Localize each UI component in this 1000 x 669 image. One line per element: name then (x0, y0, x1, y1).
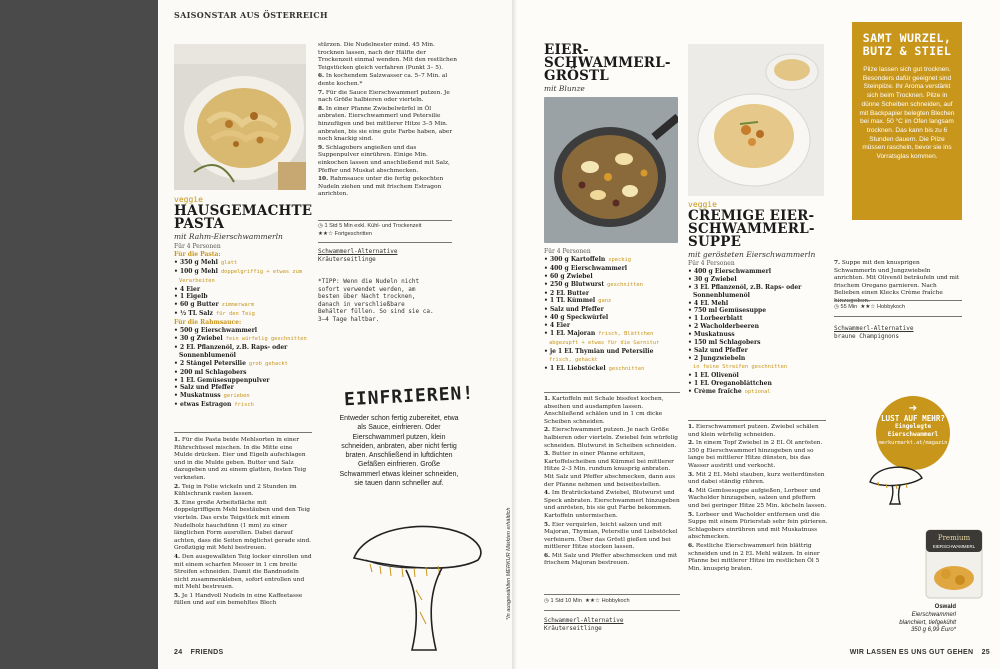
ingredient-item: • 2 Wacholderbeeren (688, 323, 759, 331)
ingredient-note: in feine Streifen geschnitten (693, 363, 788, 370)
ingredient-amount: ½ TL Salz (179, 310, 213, 318)
product-info (856, 604, 956, 635)
ingredient-amount: 4 EL Mehl (693, 299, 729, 307)
ingredient-amount: 1 EL Olivenöl (693, 371, 739, 379)
product-name: Eierschwammerl (911, 611, 956, 618)
recipe-subtitle-groestl: mit Blunze (544, 84, 585, 93)
alt-value: braune Champignons (834, 332, 900, 340)
step: 4. Mit Gemüsesuppe aufgießen, Lorbeer und Wacholder hinzugeben, salzen und pfeffern und bei geringer Hitze 25 Min. köcheln lassen. (688, 487, 827, 509)
recipe-title-pasta: HAUSGEMACHTE PASTA (174, 203, 313, 232)
alternative-groestl (544, 617, 674, 632)
difficulty-stars-icon: ★★☆ (860, 304, 876, 310)
tip-box-text: Pilze lassen sich gut trocknen. Besonders dafür geeignet sind Steinpilze. Ihr Aroma verstärkt sich beim Trocknen. Pilze in dünne Scheiben schneiden, auf mit Backpapier belegten Blechen bei max. 50 °C im Ofen langsam trocknen. Das kann bis zu 6 Stunden dauern. Die Pilze müssen rascheln, bevor sie ins Vorratsglas kommen. (859, 66, 955, 161)
ingredient-note: frisch (234, 402, 254, 409)
ingredients-soup (688, 260, 828, 396)
difficulty: Hobbykoch (876, 304, 905, 310)
ingredient-amount: 30 g Zwiebel (179, 334, 223, 342)
divider (544, 594, 680, 595)
ingredient-item: • 750 ml Gemüsesuppe (688, 307, 767, 315)
ingredient-amount: 3 EL Pflanzenöl, z.B. Raps- oder (693, 283, 802, 291)
badge-url: merkurmarkt.at/magazin (878, 440, 948, 446)
ingredient-note: grob gehackt (248, 360, 288, 367)
ingredient-amount: 60 g Butter (179, 301, 219, 309)
step: 10. Rahmsauce unter die fertig gekochten Nudeln ziehen und mit frischem Estragon anrichten. (318, 176, 444, 198)
ingredient-item: • 3 EL Pflanzenöl, z.B. Raps- oder (688, 283, 802, 291)
ingredient-item: • 2 Jungzwiebeln (688, 354, 746, 362)
ingredient-note: abgezupft + etwas für die Garnitur (549, 339, 660, 346)
steps-pasta-part1 (174, 437, 312, 609)
ingredient-amount: Salz und Pfeffer (549, 306, 604, 314)
product-price: 350 g 6,99 Euro* (910, 627, 956, 634)
ingredient-item: • 30 g Zwiebel (688, 275, 737, 283)
recipe-title-groestl: EIER- SCHWAMMERL- GRÖSTL (544, 42, 671, 84)
ingredient-amount: je 1 EL Thymian und Petersilie (549, 347, 654, 355)
step: 3. Eine große Arbeitsfläche mit doppelgriffigem Mehl bestäuben und den Teig vierteln. Das erste Teigstück mit einem Nudelholz hauchdünn (1 mm) zu einer länglichen Form ausrollen. Dabei darauf achten, dass die Seiten möglichst gerade sind. Großzügig mit Mehl bestreuen. (174, 499, 312, 552)
divider (834, 300, 962, 301)
ingredient-item: • 300 g Kartoffeln speckig (544, 255, 631, 263)
ingredient-item: • 500 g Eierschwammerl (174, 327, 258, 335)
ingredient-note: frisch, Blättchen (598, 331, 654, 338)
step: 9. Schlagobers angießen und das Suppenpulver einrühren. Einige Min. einkochen lassen und anschließend mit Salz, Pfeffer und Muskat abschmecken. (318, 144, 450, 174)
section-title: SAISONSTAR AUS ÖSTERREICH (174, 10, 328, 20)
serves: Für 4 Personen (174, 243, 221, 250)
ingredient-item: • 60 g Zwiebel (544, 272, 593, 280)
prep-time: 1 Std 10 Min (550, 598, 582, 604)
ingredient-item (174, 352, 314, 360)
page-number: 25 (981, 649, 990, 656)
divider (174, 432, 312, 433)
recipe-subtitle-soup: mit gerösteten Eierschwammerln (688, 250, 816, 259)
ingredient-item: • ½ TL Salz für den Teig (174, 310, 255, 318)
alt-value: Kräuterseitlinge (318, 255, 376, 263)
prep-time: 1 Std 5 Min exkl. Kühl- und Trockenzeit (324, 223, 422, 229)
ingredient-item: • 1 EL Majoran frisch, Blättchen (544, 330, 654, 338)
ingredient-amount: 750 ml Gemüsesuppe (693, 307, 767, 315)
serves: Für 4 Personen (688, 260, 735, 267)
ingredients-groestl (544, 248, 682, 374)
ingredient-item: • 1 Lorbeerblatt (688, 315, 743, 323)
ingredient-item: • 1 EL Olivenöl (688, 371, 739, 379)
step: 2. Eierschwammerl putzen. Je nach Größe halbieren oder vierteln. Zwiebel fein würfelig schneiden. Blutwurst in Scheiben schneiden. (544, 427, 679, 449)
ingredient-item: • je 1 EL Thymian und Petersilie (544, 347, 654, 355)
ingredient-item: • 1 EL Oreganoblättchen (688, 379, 772, 387)
ingredient-amount: 400 g Eierschwammerl (549, 264, 628, 272)
step: 1. Eierschwammerl putzen. Zwiebel schälen und klein würfelig schneiden. (688, 424, 819, 438)
ingredient-item (688, 292, 828, 300)
ingredient-amount: Crème fraîche (693, 387, 742, 395)
ingredient-amount: 2 Stängel Petersilie (179, 359, 246, 367)
recipe-meta-soup (834, 303, 905, 311)
clock-icon: ◷ (318, 223, 323, 229)
ingredient-item (688, 363, 828, 372)
soup-photo (688, 44, 824, 196)
steps-pasta-part2 (318, 42, 458, 200)
ingredient-amount: 100 g Mehl (179, 267, 218, 275)
ingredient-amount: Muskatnuss (179, 392, 221, 400)
ingredient-amount: 40 g Speckwürfel (549, 314, 609, 322)
freeze-heading: EINFRIEREN! (343, 382, 475, 411)
ingredient-item: • 200 ml Schlagobers (174, 368, 247, 376)
ingredient-item: • 2 EL Pflanzenöl, z.B. Raps- oder (174, 343, 288, 351)
step: 6. Restliche Eierschwammerl fein blättrig schneiden und in 2 EL Mehl wälzen. In einer Pfanne bei mittlerer Hitze im restlichen Öl 5 Min. knusprig braten. (688, 542, 820, 572)
photo-credit-note: *In ausgewählten MERKUR Märkten erhältlich (506, 507, 512, 620)
veggie-tag: veggie (688, 200, 717, 209)
step: 6. Mit Salz und Pfeffer abschmecken und mit frischem Majoran bestreuen. (544, 552, 678, 567)
clock-icon: ◷ (544, 598, 549, 604)
ingredient-amount: Salz und Pfeffer (179, 384, 234, 392)
ingredients-subheader: Für die Rahmsauce: (174, 319, 242, 327)
ingredient-item: • Muskatnuss gerieben (174, 392, 250, 400)
mushroom-illustration (866, 460, 926, 506)
spine-shadow (512, 0, 520, 669)
divider (688, 420, 826, 421)
veggie-tag: veggie (174, 195, 203, 204)
badge-heading: LUST AUF MEHR? (880, 414, 945, 423)
step: 1. Für die Pasta beide Mehlsorten in einer Rührschüssel mischen. In die Mitte eine Mulde drücken. Eier und Eigelb aufschlagen und in die Mulde geben. Butter und Salz dazugeben und zu einem glatten, festen Teig verkneten. (174, 437, 307, 481)
step: 1. Kartoffeln mit Schale bissfest kochen, abseihen und ausdampfen lassen. Anschließend schälen und in 1 cm dicke Scheiben schneiden. (544, 396, 664, 425)
ingredient-item: • 4 EL Mehl (688, 299, 729, 307)
step: 3. Butter in einer Pfanne erhitzen, Kartoffelscheiben und Kümmel bei mittlerer Hitze 2–3 Min. rundum knusprig anbraten. Mit Salz und Pfeffer abschmecken, dann aus der Pfanne nehmen und beiseitestellen. (544, 451, 676, 488)
divider (544, 392, 680, 393)
ingredient-item: • 2 EL Butter (544, 289, 590, 297)
alternative-soup (834, 325, 962, 340)
step: 4. Den ausgewalkten Teig locker einrollen und mit einem scharfen Messer in 1 cm breite Streifen schneiden. Damit die Bandnudeln nicht zusammenkleben, sofort entrollen und mit Mehl bestreuen. (174, 553, 312, 591)
ingredient-amount: 350 g Mehl (179, 258, 218, 266)
freeze-text: Entweder schon fertig zubereitet, etwa als Sauce, einfrieren. Oder Eierschwammerl putzen, klein schneiden, anbraten, aber nicht fertig braten. Anschließend in luftdichten Gefäßen einfrieren. Große Schwammerl etwas kleiner schneiden, sie tauen dann schneller auf. (339, 415, 459, 488)
ingredient-amount: 1 Lorbeerblatt (693, 315, 743, 323)
ingredient-note: ganz (598, 298, 612, 305)
ingredient-note: speckig (608, 256, 631, 263)
ingredients-subheader: Für die Pasta: (174, 250, 221, 258)
ingredient-note: gerieben (223, 393, 250, 400)
ingredient-item: • 1 EL Gemüsesuppenpulver (174, 376, 270, 384)
difficulty-stars-icon: ★★☆ (318, 231, 334, 237)
ingredient-note: doppelgriffig + etwas zum (220, 268, 303, 275)
difficulty-stars-icon: ★★☆ (584, 598, 601, 604)
ingredient-amount: 2 EL Butter (549, 289, 590, 297)
ingredient-amount: 30 g Zwiebel (693, 275, 737, 283)
step: 5. Je 1 Handvoll Nudeln in eine Kaffeetasse füllen und auf ein bemehltes Blech (174, 592, 303, 607)
ingredient-amount: 1 Eigelb (179, 293, 208, 301)
ingredient-amount: 2 EL Pflanzenöl, z.B. Raps- oder (179, 343, 288, 351)
product-pack (924, 528, 984, 600)
ingredient-item: • 4 Eier (174, 285, 201, 293)
step: 2. In einem Topf Zwiebel in 2 EL Öl anrösten. 350 g Eierschwammerl hinzugeben und so lange bei mittlerer Hitze dünsten, bis das Wasser austritt und verkocht. (688, 440, 823, 469)
divider (544, 610, 680, 611)
step: 7. Für die Sauce Eierschwammerl putzen. Je nach Größe halbieren oder vierteln. (318, 89, 450, 104)
step: 5. Lorbeer und Wacholder entfernen und die Suppe mit einem Pürierstab sehr fein pürieren. Schlagobers einrühren und mit Muskatnuss abschmecken. (688, 511, 828, 541)
ingredient-amount: Sonnenblumenöl (693, 291, 750, 299)
ingredient-item: • 100 g Mehl doppelgriffig + etwas zum (174, 267, 303, 275)
step: 2. Teig in Folie wickeln und 2 Stunden im Kühlschrank rasten lassen. (174, 483, 297, 498)
recipe-meta-pasta (318, 222, 458, 238)
divider (318, 220, 452, 221)
ingredient-note: für den Teig (215, 311, 255, 318)
ingredient-item: • Salz und Pfeffer (174, 384, 234, 392)
step: 7. Suppe mit den knusprigen Schwammerln und Jungzwiebeln anrichten. Mit Olivenöl beträufeln und mit frischem Oregano garnieren. Nach Belieben einen Klecks Crème fraîche hinzugeben. (834, 260, 960, 304)
product-brand: Oswald (934, 604, 956, 610)
page-footer-left (174, 649, 223, 656)
page-footer-right (816, 649, 990, 656)
alt-label: Schwammerl-Alternative (544, 617, 624, 624)
ingredient-amount: 1 EL Oreganoblättchen (693, 379, 772, 387)
difficulty: Fortgeschritten (334, 231, 372, 237)
ingredient-item: • Crème fraîche optional (688, 387, 771, 395)
ingredient-amount: 4 Eier (549, 322, 571, 330)
page-footer-label: WIR LASSEN ES UNS GUT GEHEN (849, 649, 974, 656)
alt-label: Schwammerl-Alternative (834, 325, 914, 332)
divider (834, 316, 962, 317)
divider (318, 242, 452, 243)
ingredient-item: • 30 g Zwiebel fein würfelig geschnitten (174, 334, 307, 342)
ingredient-note: frisch, gehackt (549, 356, 598, 363)
step: 6. In kochendem Salzwasser ca. 5–7 Min. al dente kochen.* (318, 73, 448, 87)
arrow-right-icon: ➔ (908, 403, 918, 414)
ingredient-amount: 150 ml Schlagobers (693, 339, 761, 347)
svg-text:Premium: Premium (937, 534, 971, 542)
ingredient-note: fein würfelig geschnitten (225, 335, 307, 342)
ingredient-item: • 400 g Eierschwammerl (688, 267, 772, 275)
ingredient-item (174, 277, 314, 286)
ingredient-amount: 200 ml Schlagobers (179, 368, 247, 376)
steps-soup (688, 424, 828, 574)
serves: Für 4 Personen (544, 248, 591, 255)
step-continuation: stürzen. Die Nudelnester mind. 45 Min. trocknen lassen, nach der Hälfte der Trockenzeit einmal wenden. Mit den restlichen Teigstücken gleich verfahren (Punkt 3– 5). (318, 42, 457, 71)
page-number: 24 (174, 649, 183, 656)
ingredient-amount: 60 g Zwiebel (549, 272, 593, 280)
left-page (158, 0, 516, 669)
right-page (516, 0, 1000, 669)
ingredient-amount: 250 g Blutwurst (549, 280, 605, 288)
ingredient-amount: 1 EL Gemüsesuppenpulver (179, 376, 270, 384)
tip-box-title: SAMT WURZEL, BUTZ & STIEL (862, 31, 952, 58)
ingredient-item: • 350 g Mehl glatt (174, 258, 238, 266)
ingredient-amount: 2 Wacholderbeeren (693, 323, 759, 331)
svg-text:EIERSCHWAMMERL: EIERSCHWAMMERL (932, 544, 976, 549)
ingredients-pasta (174, 243, 314, 410)
clock-icon: ◷ (834, 304, 839, 310)
step: 3. Mit 2 EL Mehl stauben, kurz weiterdünsten und dabei ständig rühren. (688, 471, 825, 486)
ingredient-amount: Salz und Pfeffer (693, 346, 748, 354)
alternative-pasta (318, 248, 448, 263)
ingredient-amount: 4 Eier (179, 285, 201, 293)
ingredient-item: • 4 Eier (544, 322, 571, 330)
ingredient-item: • 40 g Speckwürfel (544, 314, 609, 322)
ingredient-item: • 400 g Eierschwammerl (544, 264, 628, 272)
ingredient-item: • 150 ml Schlagobers (688, 339, 761, 347)
ingredient-note: zimmerwarm (221, 302, 255, 309)
ingredient-note: Verarbeiten (179, 277, 215, 284)
ingredient-amount: 1 TL Kümmel (549, 297, 596, 305)
ingredient-note: glatt (220, 259, 238, 266)
product-detail: blanchiert, tiefgekühlt (899, 619, 956, 626)
ingredient-note: geschnitten (608, 365, 645, 372)
ingredient-item: • 1 Eigelb (174, 293, 208, 301)
ingredient-amount: 500 g Eierschwammerl (179, 327, 258, 335)
recipe-title-soup: CREMIGE EIER- SCHWAMMERL- SUPPE (688, 208, 815, 250)
ingredient-amount: 400 g Eierschwammerl (693, 267, 772, 275)
page-footer-label: FRIENDS (190, 649, 224, 656)
step: 5. Eier verquirlen, leicht salzen und mit Majoran, Thymian, Petersilie und Liebstöckel verfeinern. Über das Gröstl gießen und bei mittlerer Hitze stocken lassen. (544, 521, 678, 551)
ingredient-note: geschnitten (607, 281, 643, 288)
ingredient-amount: 2 Jungzwiebeln (693, 354, 746, 362)
ingredient-item: • 250 g Blutwurst geschnitten (544, 280, 643, 288)
ingredient-amount: 1 EL Majoran (549, 330, 596, 338)
mushroom-illustration (346, 520, 496, 660)
ingredient-item: • 60 g Butter zimmerwarm (174, 301, 255, 309)
tip-box (852, 22, 962, 220)
groestl-photo (544, 97, 678, 243)
more-badge[interactable] (876, 396, 950, 470)
difficulty: Hobbykoch (601, 598, 630, 604)
ingredient-item: • 1 EL Liebstöckel geschnitten (544, 364, 645, 372)
prep-time: 55 Min (840, 304, 858, 310)
step: 4. Im Bratrückstand Zwiebel, Blutwurst und Speck anbraten. Eierschwammerl hinzugeben und anrösten, bis sie gut Farbe bekommen. Kartoffeln untermischen. (544, 490, 680, 519)
ingredient-amount: 1 EL Liebstöckel (549, 364, 606, 372)
ingredient-item: • 1 TL Kümmel ganz (544, 297, 612, 305)
ingredient-item (544, 356, 682, 365)
ingredient-item: • etwas Estragon frisch (174, 401, 254, 409)
badge-subheading: Eingelegte Eierschwammerl (887, 423, 939, 438)
step: 8. In einer Pfanne Zwiebelwürfel in Öl anbraten. Eierschwammerl und Petersilie hinzufügen und bei mittlerer Hitze 3–5 Min. anbraten, bis sie eine gute Farbe haben, aber noch knackig sind. (318, 105, 453, 143)
ingredient-item (544, 339, 682, 348)
recipe-meta-groestl (544, 597, 630, 605)
ingredient-amount: etwas Estragon (179, 401, 232, 409)
alt-label: Schwammerl-Alternative (318, 248, 398, 255)
steps-groestl (544, 396, 682, 569)
ingredient-item: • Salz und Pfeffer (544, 306, 604, 314)
alt-value: Kräuterseitlinge (544, 624, 602, 632)
ingredient-amount: Sonnenblumenöl (179, 351, 236, 359)
ingredient-amount: Muskatnuss (693, 331, 735, 339)
pasta-photo (174, 44, 306, 190)
ingredient-item: • Muskatnuss (688, 331, 735, 339)
tip-note: *TIPP: Wenn die Nudeln nicht sofort verwendet werden, am besten über Nacht trocknen, danach in verschließbare Behälter füllen. So sind sie ca. 3–4 Tage haltbar. (318, 278, 434, 323)
ingredient-amount: 300 g Kartoffeln (549, 255, 606, 263)
ingredient-item: • 2 Stängel Petersilie grob gehackt (174, 359, 288, 367)
ingredient-note: optional (744, 388, 771, 395)
recipe-subtitle-pasta: mit Rahm-Eierschwammerln (174, 232, 283, 241)
ingredient-item: • Salz und Pfeffer (688, 346, 748, 354)
